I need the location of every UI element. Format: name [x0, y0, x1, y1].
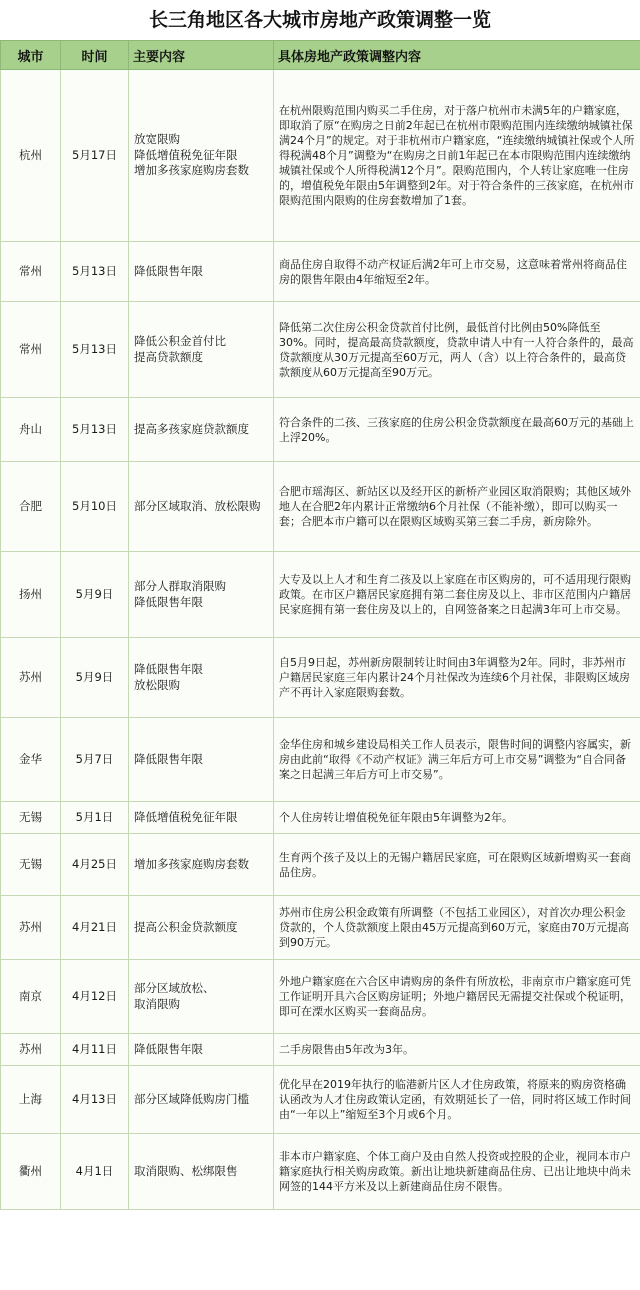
detail-cell: 在杭州限购范围内购买二手住房，对于落户杭州市未满5年的户籍家庭，即取消了原“在购房之日前2年起已在杭州市限购范围内连续缴纳城镇社保满24个月”的规定。对于非杭州市户籍家庭，“连续缴纳城镇社保或个人所得税满48个月”调整为“在购房之日前1年起已在本市限购范围内连续缴纳城镇社保或个人所得税满12个月”。限购范围内，个人转让家庭唯一住房的，增值税免年限由5年调整到2年。对于符合条件的三孩家庭，在杭州市限购范围内限购的住房套数增加了1套。: [274, 70, 640, 242]
detail-cell: 自5月9日起，苏州新房限制转让时间由3年调整为2年。同时，非苏州市户籍居民家庭三年内累计24个月社保改为连续6个月社保，非限购区域房产不再计入家庭限购套数。: [274, 638, 640, 718]
table-row: [1, 242, 640, 302]
table-row: [1, 802, 640, 834]
table-row: [1, 718, 640, 802]
detail-cell: 苏州市住房公积金政策有所调整（不包括工业园区），对首次办理公积金贷款的，个人贷款额度上限由45万元提高到60万元，家庭由70万元提高到90万元。: [274, 896, 640, 960]
main-content-cell: 增加多孩家庭购房套数: [129, 834, 274, 896]
table-header-row: [1, 41, 640, 70]
main-content-cell: 降低限售年限: [129, 1034, 274, 1066]
detail-cell: 外地户籍家庭在六合区申请购房的条件有所放松，非南京市户籍家庭可凭工作证明开具六合区购房证明；外地户籍居民无需提交社保或个税证明，即可在溧水区购买一套商品房。: [274, 960, 640, 1034]
city-cell: 常州: [1, 302, 61, 398]
page-title: 长三角地区各大城市房地产政策调整一览: [0, 0, 640, 40]
city-cell: 金华: [1, 718, 61, 802]
detail-cell: 金华住房和城乡建设局相关工作人员表示，限售时间的调整内容属实，新房由此前“取得《不动产权证》满三年后方可上市交易”调整为“自合同备案之日起满三年后方可上市交易”。: [274, 718, 640, 802]
city-cell: 南京: [1, 960, 61, 1034]
city-cell: 合肥: [1, 462, 61, 552]
city-cell: 上海: [1, 1066, 61, 1134]
date-cell: 5月1日: [61, 802, 129, 834]
detail-cell: 生育两个孩子及以上的无锡户籍居民家庭，可在限购区域新增购买一套商品住房。: [274, 834, 640, 896]
main-content-cell: 提高多孩家庭贷款额度: [129, 398, 274, 462]
city-cell: 扬州: [1, 552, 61, 638]
date-cell: 4月13日: [61, 1066, 129, 1134]
city-cell: 无锡: [1, 834, 61, 896]
header-main: 主要内容: [129, 41, 274, 70]
detail-cell: 商品住房自取得不动产权证后满2年可上市交易，这意味着常州将商品住房的限售年限由4年缩短至2年。: [274, 242, 640, 302]
city-cell: 杭州: [1, 70, 61, 242]
main-content-cell: 放宽限购 降低增值税免征年限 增加多孩家庭购房套数: [129, 70, 274, 242]
table-row: [1, 398, 640, 462]
table-row: [1, 1066, 640, 1134]
city-cell: 无锡: [1, 802, 61, 834]
main-content-cell: 降低限售年限: [129, 718, 274, 802]
header-date: 时间: [61, 41, 129, 70]
date-cell: 5月13日: [61, 398, 129, 462]
date-cell: 5月13日: [61, 302, 129, 398]
table-row: [1, 638, 640, 718]
header-city: 城市: [1, 41, 61, 70]
city-cell: 衢州: [1, 1134, 61, 1210]
main-content-cell: 部分区域降低购房门槛: [129, 1066, 274, 1134]
city-cell: 苏州: [1, 1034, 61, 1066]
detail-cell: 大专及以上人才和生育二孩及以上家庭在市区购房的，可不适用现行限购政策。在市区户籍居民家庭拥有第二套住房及以上、非市区范围内户籍居民家庭拥有第一套住房及以上的，自网签备案之日起满3年可上市交易。: [274, 552, 640, 638]
header-detail: 具体房地产政策调整内容: [274, 41, 640, 70]
main-content-cell: 降低限售年限: [129, 242, 274, 302]
table-row: [1, 70, 640, 242]
detail-cell: 非本市户籍家庭、个体工商户及由自然人投资或控股的企业，视同本市户籍家庭执行相关购房政策。新出让地块新建商品住房、已出让地块中尚未网签的144平方米及以上新建商品住房不限售。: [274, 1134, 640, 1210]
policy-table: [0, 40, 640, 1210]
table-row: [1, 1034, 640, 1066]
date-cell: 4月25日: [61, 834, 129, 896]
detail-cell: 降低第二次住房公积金贷款首付比例，最低首付比例由50%降低至30%。同时，提高最高贷款额度，贷款申请人中有一人符合条件的，最高贷款额度从30万元提高至60万元，两人（含）以上符合条件的，最高贷款额度从60万元提高至90万元。: [274, 302, 640, 398]
date-cell: 4月1日: [61, 1134, 129, 1210]
table-row: [1, 834, 640, 896]
main-content-cell: 部分区域取消、放松限购: [129, 462, 274, 552]
detail-cell: 合肥市瑶海区、新站区以及经开区的新桥产业园区取消限购；其他区域外地人在合肥2年内累计正常缴纳6个月社保（不能补缴），即可以购买一套；合肥本市户籍可以在限购区域购买第三套二手房，新房除外。: [274, 462, 640, 552]
detail-cell: 符合条件的二孩、三孩家庭的住房公积金贷款额度在最高60万元的基础上上浮20%。: [274, 398, 640, 462]
main-content-cell: 降低增值税免征年限: [129, 802, 274, 834]
city-cell: 舟山: [1, 398, 61, 462]
table-row: [1, 552, 640, 638]
table-row: [1, 302, 640, 398]
main-content-cell: 部分人群取消限购 降低限售年限: [129, 552, 274, 638]
main-content-cell: 提高公积金贷款额度: [129, 896, 274, 960]
main-content-cell: 取消限购、松绑限售: [129, 1134, 274, 1210]
table-row: [1, 960, 640, 1034]
main-content-cell: 部分区域放松、 取消限购: [129, 960, 274, 1034]
table-row: [1, 1134, 640, 1210]
table-row: [1, 896, 640, 960]
date-cell: 5月13日: [61, 242, 129, 302]
date-cell: 5月7日: [61, 718, 129, 802]
main-content-cell: 降低限售年限 放松限购: [129, 638, 274, 718]
city-cell: 苏州: [1, 896, 61, 960]
main-content-cell: 降低公积金首付比 提高贷款额度: [129, 302, 274, 398]
detail-cell: 优化早在2019年执行的临港新片区人才住房政策，将原来的购房资格确认函改为人才住房政策认定函，有效期延长了一倍，同时将区域工作时间由“一年以上”缩短至3个月或6个月。: [274, 1066, 640, 1134]
date-cell: 4月21日: [61, 896, 129, 960]
detail-cell: 二手房限售由5年改为3年。: [274, 1034, 640, 1066]
city-cell: 常州: [1, 242, 61, 302]
date-cell: 4月11日: [61, 1034, 129, 1066]
date-cell: 5月9日: [61, 552, 129, 638]
detail-cell: 个人住房转让增值税免征年限由5年调整为2年。: [274, 802, 640, 834]
table-row: [1, 462, 640, 552]
date-cell: 5月9日: [61, 638, 129, 718]
date-cell: 5月17日: [61, 70, 129, 242]
date-cell: 4月12日: [61, 960, 129, 1034]
date-cell: 5月10日: [61, 462, 129, 552]
city-cell: 苏州: [1, 638, 61, 718]
